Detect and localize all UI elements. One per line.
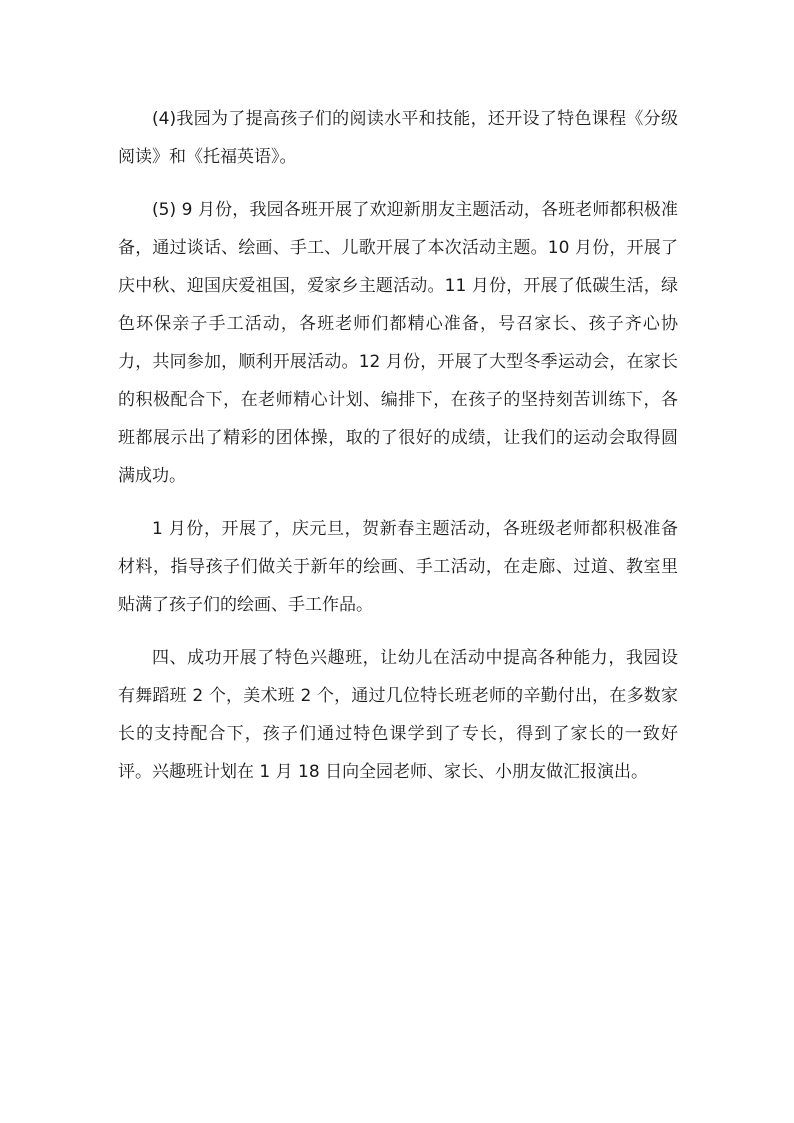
document-body <box>118 100 678 791</box>
paragraph-interest-classes: 四、成功开展了特色兴趣班，让幼儿在活动中提高各种能力，我园设有舞蹈班 2 个，美术班 2 个，通过几位特长班老师的辛勤付出，在多数家长的支持配合下，孩子们通过特色课学到了专长，得到了家长的一致好评。兴趣班计划在 1 月 18 日向全园老师、家长、小朋友做汇报演出。 <box>118 648 678 782</box>
paragraph-reading-courses: (4)我园为了提高孩子们的阅读水平和技能，还开设了特色课程《分级阅读》和《托福英语》。 <box>118 109 678 167</box>
paragraph-new-year-activities: 1 月份，开展了，庆元旦，贺新春主题活动，各班级老师都积极准备材料，指导孩子们做关于新年的绘画、手工活动，在走廊、过道、教室里贴满了孩子们的绘画、手工作品。 <box>118 519 678 615</box>
paragraph-monthly-activities: (5) 9 月份，我园各班开展了欢迎新朋友主题活动，各班老师都积极准备，通过谈话、绘画、手工、儿歌开展了本次活动主题。10 月份，开展了庆中秋、迎国庆爱祖国，爱家乡主题活动。11 月份，开展了低碳生活，绿色环保亲子手工活动，各班老师们都精心准备，号召家长、孩子齐心协力，共同参加，顺利开展活动。12 月份，开展了大型冬季运动会，在家长的积极配合下，在老师精心计划、编排下，在孩子的坚持刻苦训练下，各班都展示出了精彩的团体操，取的了很好的成绩，让我们的运动会取得圆满成功。 <box>118 200 678 486</box>
